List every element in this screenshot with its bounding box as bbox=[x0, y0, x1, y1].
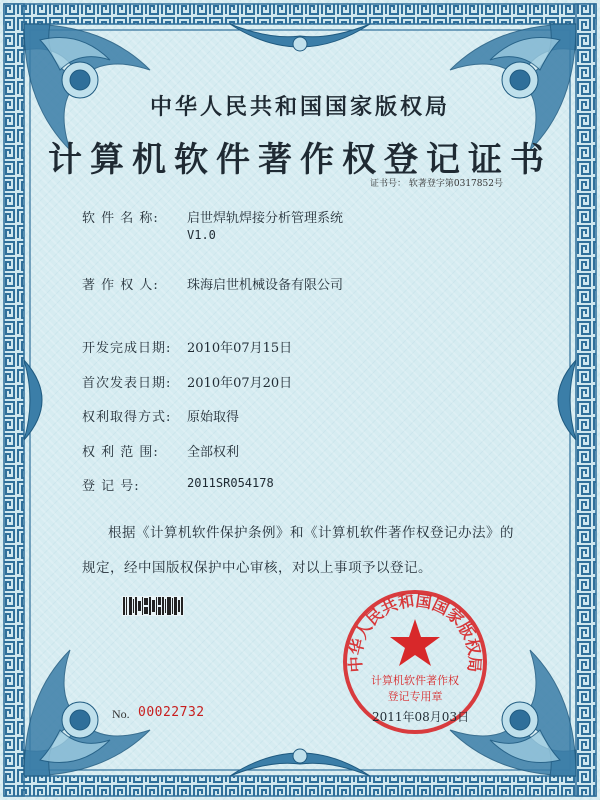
top-center-ornament bbox=[230, 24, 370, 51]
completion-date-label: 开发完成日期: bbox=[82, 341, 172, 356]
statement-line-2: 规定，经中国版权保护中心审核，对以上事项予以登记。 bbox=[82, 560, 432, 576]
certificate-title: 计算机软件著作权登记证书 bbox=[48, 140, 552, 180]
acquire-method-label: 权利取得方式: bbox=[82, 410, 172, 425]
completion-date-value: 2010年07月15日 bbox=[187, 341, 293, 356]
owner-label: 著 作 权 人: bbox=[82, 278, 159, 293]
scope-value: 全部权利 bbox=[187, 445, 240, 460]
registration-number-value: 2011SR054178 bbox=[187, 476, 274, 490]
issue-date: 2011年08月03日 bbox=[372, 710, 470, 724]
corner-ornament-bottom-left bbox=[24, 650, 150, 776]
seal-inner-line-1: 计算机软件著作权 bbox=[371, 674, 459, 687]
statement-line-1: 根据《计算机软件保护条例》和《计算机软件著作权登记办法》的 bbox=[108, 525, 514, 541]
acquire-method-value: 原始取得 bbox=[187, 410, 240, 425]
owner-value: 珠海启世机械设备有限公司 bbox=[187, 278, 344, 293]
seal-outer-text: 中华人民共和国国家版权局 bbox=[345, 591, 485, 673]
serial-number-label: No. bbox=[112, 707, 130, 721]
publish-date-label: 首次发表日期: bbox=[82, 376, 172, 391]
barcode-image bbox=[122, 596, 184, 616]
bottom-center-ornament bbox=[230, 749, 370, 776]
issuing-organization: 中华人民共和国国家版权局 bbox=[149, 94, 450, 120]
right-center-ornament bbox=[558, 360, 576, 440]
star-icon bbox=[390, 619, 440, 666]
software-name-value: 启世焊轨焊接分析管理系统 bbox=[187, 211, 344, 226]
certificate-number: 证书号： 软著登字第0317852号 bbox=[370, 179, 503, 189]
registration-number-label: 登 记 号: bbox=[82, 479, 140, 494]
publish-date-value: 2010年07月20日 bbox=[187, 376, 293, 391]
software-name-label: 软 件 名 称: bbox=[82, 211, 159, 226]
software-version: V1.0 bbox=[187, 228, 216, 242]
seal-inner-line-2: 登记专用章 bbox=[387, 690, 443, 703]
left-center-ornament bbox=[24, 360, 42, 440]
serial-number-value: 00022732 bbox=[138, 705, 205, 720]
scope-label: 权 利 范 围: bbox=[82, 445, 159, 460]
